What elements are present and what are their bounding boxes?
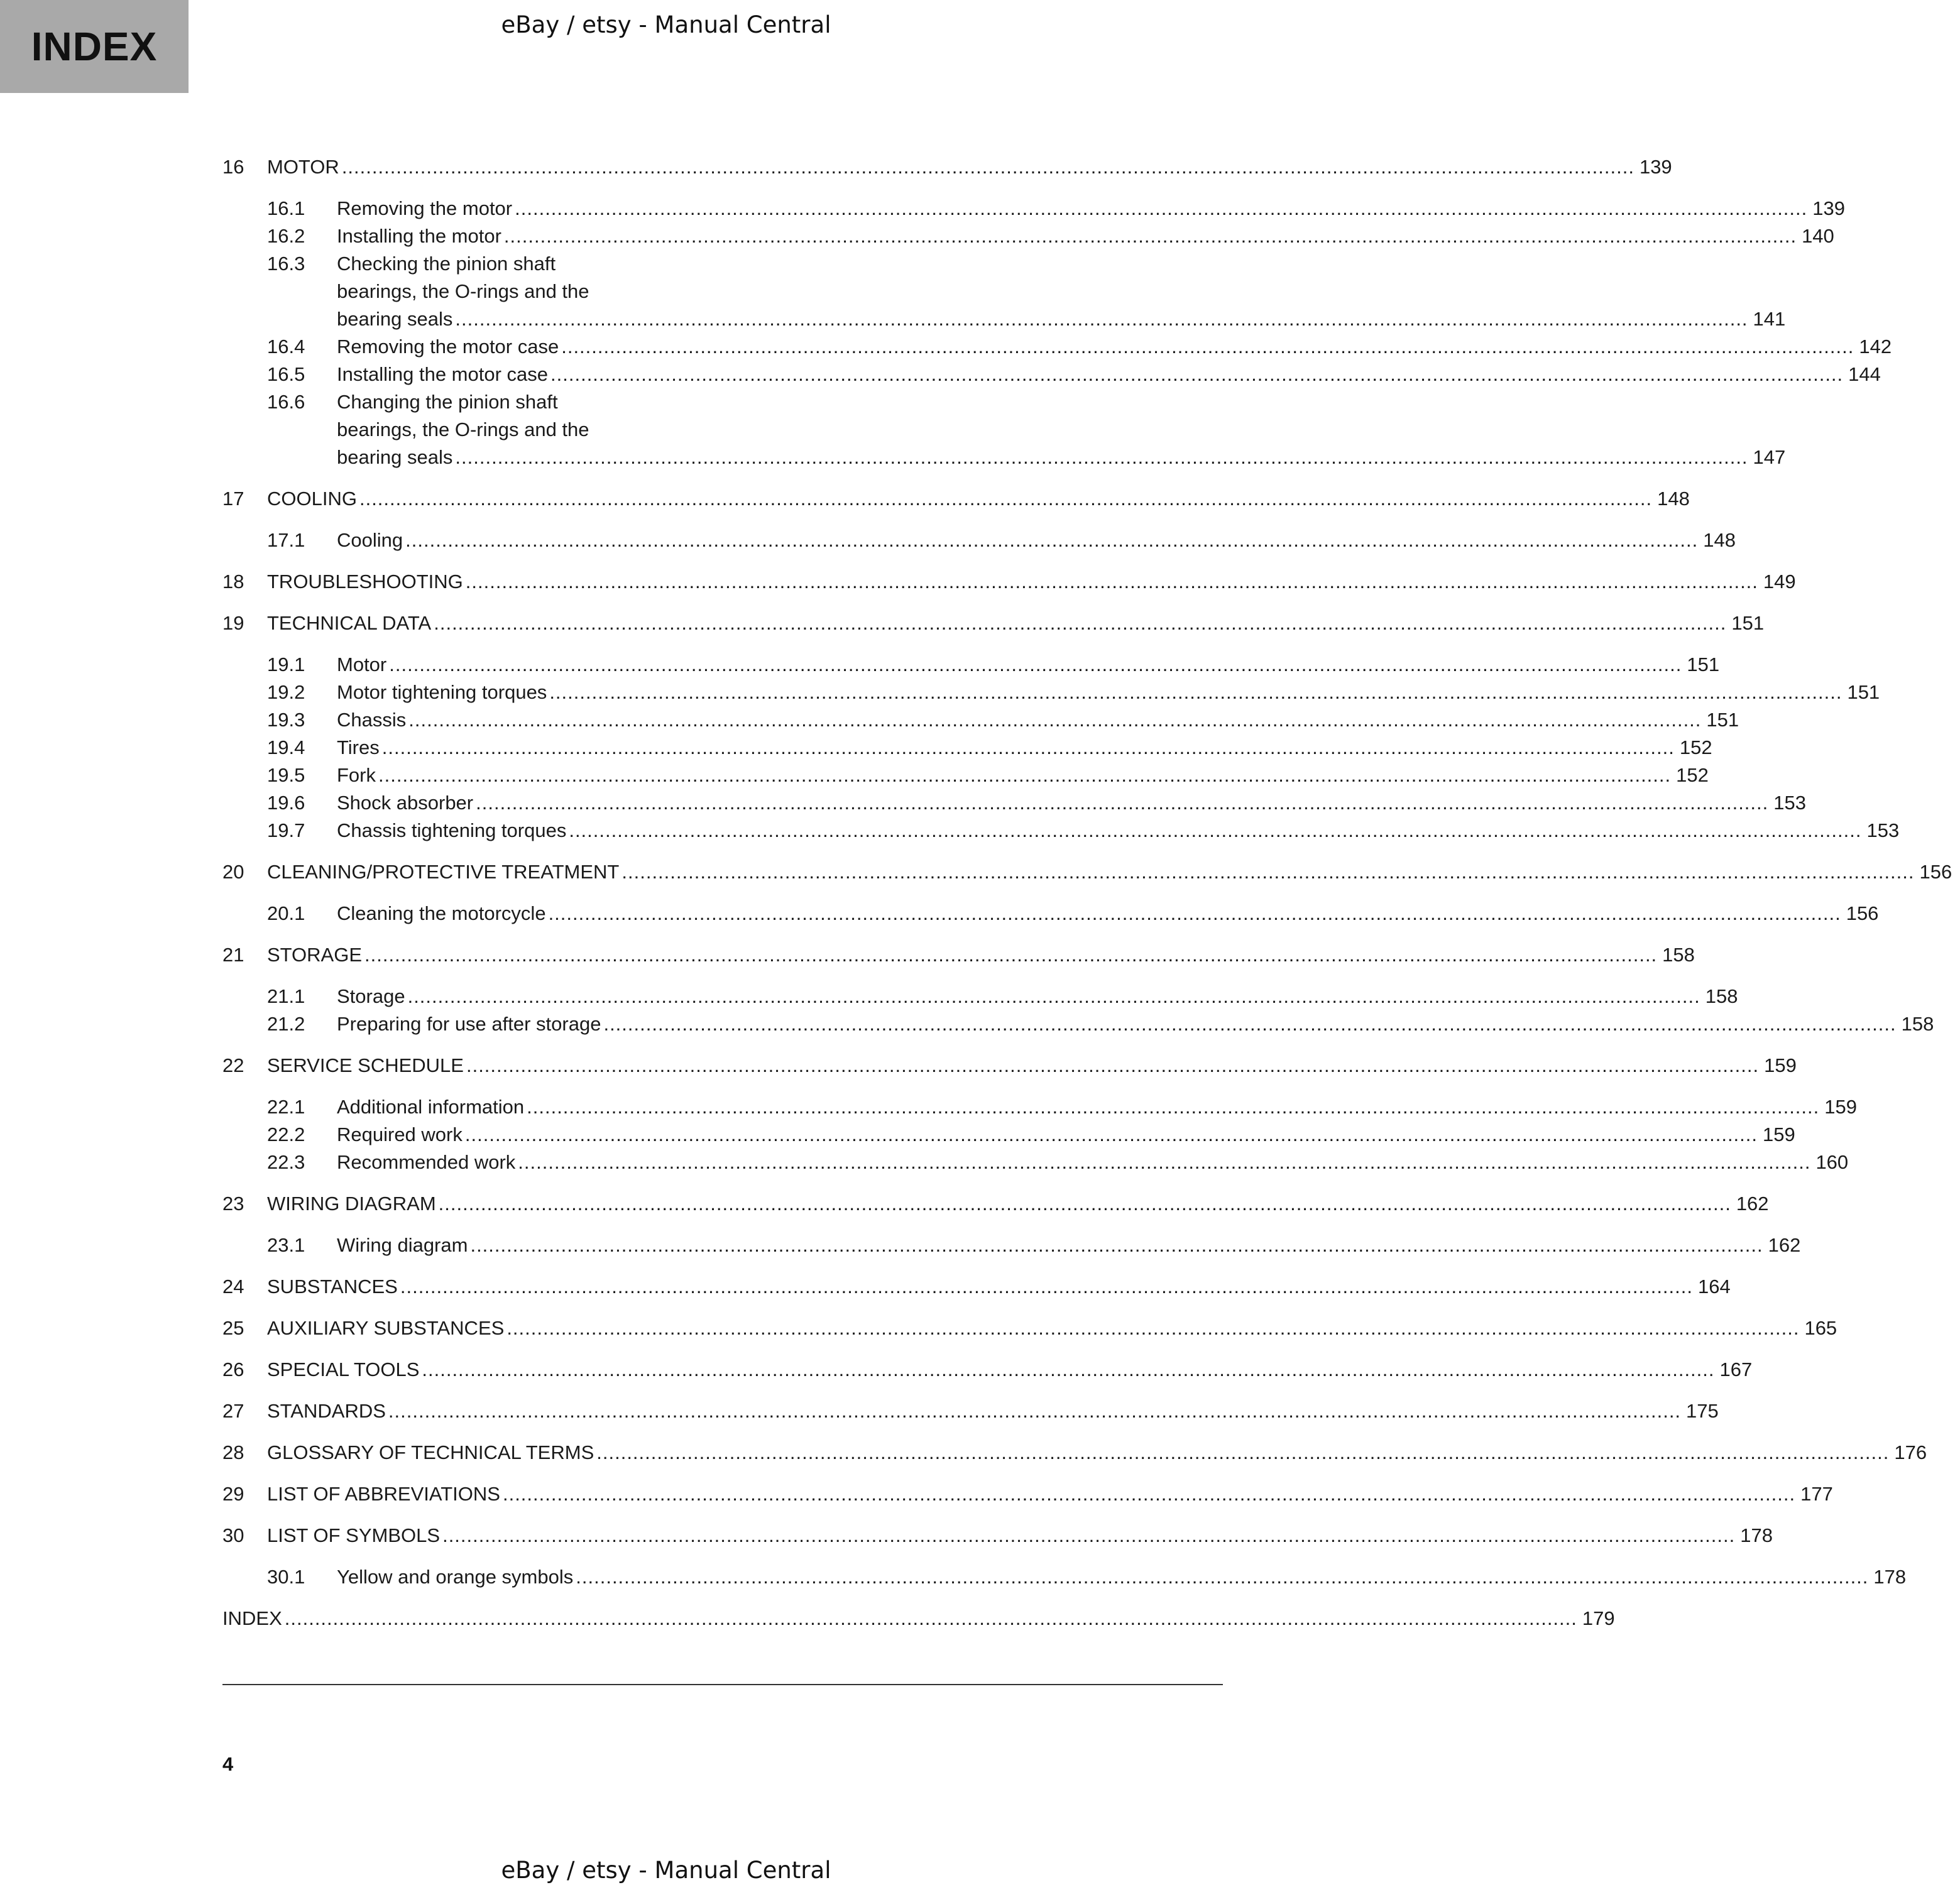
chapter-page: 167 bbox=[1719, 1358, 1753, 1380]
leader-dots bbox=[561, 333, 1854, 361]
subsection-page: 153 bbox=[1773, 792, 1806, 814]
subsection-title: Required work bbox=[337, 1123, 463, 1145]
leader-dots bbox=[455, 444, 1748, 471]
subsection-title: Cleaning the motorcycle bbox=[337, 902, 546, 924]
chapter-number: 23 bbox=[222, 1193, 244, 1215]
toc-subsection[interactable] bbox=[222, 250, 1786, 333]
toc-subsection[interactable] bbox=[222, 1010, 1934, 1038]
toc-subsection[interactable] bbox=[222, 817, 1900, 844]
subsection-number: 16.5 bbox=[267, 363, 305, 385]
toc-chapter[interactable] bbox=[222, 1273, 1731, 1301]
subsection-list bbox=[222, 983, 1934, 1038]
subsection-page: 151 bbox=[1687, 653, 1720, 675]
subsection-page: 158 bbox=[1705, 985, 1738, 1007]
subsection-title: Chassis tightening torques bbox=[337, 819, 567, 841]
subsection-page: 152 bbox=[1676, 764, 1709, 786]
chapter-title: LIST OF ABBREVIATIONS bbox=[267, 1483, 500, 1505]
subsection-list bbox=[222, 651, 1900, 844]
subsection-page: 147 bbox=[1753, 446, 1786, 468]
subsection-page: 152 bbox=[1679, 736, 1712, 758]
subsection-title: Cooling bbox=[337, 529, 403, 551]
leader-dots bbox=[422, 1356, 1714, 1384]
chapter-number: 21 bbox=[222, 944, 244, 966]
chapter-title: TROUBLESHOOTING bbox=[267, 571, 463, 593]
leader-dots bbox=[518, 1149, 1810, 1176]
subsection-number: 16.1 bbox=[267, 197, 305, 219]
subsection-list bbox=[222, 900, 1879, 927]
subsection-title: Installing the motor case bbox=[337, 363, 549, 385]
toc-chapter[interactable] bbox=[222, 1397, 1719, 1425]
subsection-title-line: bearings, the O-rings and the bbox=[337, 418, 589, 440]
leader-dots bbox=[285, 1605, 1577, 1632]
subsection-page: 159 bbox=[1824, 1096, 1857, 1118]
toc-chapter[interactable] bbox=[222, 1052, 1797, 1079]
leader-dots bbox=[515, 195, 1807, 222]
toc-chapter[interactable] bbox=[222, 153, 1672, 181]
chapter-page: 176 bbox=[1894, 1441, 1927, 1463]
chapter-title: INDEX bbox=[222, 1607, 282, 1629]
chapter-number: 25 bbox=[222, 1317, 244, 1339]
leader-dots bbox=[549, 900, 1841, 927]
subsection-number: 21.1 bbox=[267, 985, 305, 1007]
toc-chapter[interactable] bbox=[222, 1439, 1927, 1467]
chapter-title: SERVICE SCHEDULE bbox=[267, 1054, 464, 1076]
chapter-number: 17 bbox=[222, 488, 244, 510]
subsection-number: 19.4 bbox=[267, 736, 305, 758]
subsection-page: 151 bbox=[1847, 681, 1880, 703]
chapter-page: 158 bbox=[1662, 944, 1695, 966]
subsection-number: 20.1 bbox=[267, 902, 305, 924]
subsection-page: 160 bbox=[1815, 1151, 1849, 1173]
chapter-number: 30 bbox=[222, 1524, 244, 1546]
subsection-title: Yellow and orange symbols bbox=[337, 1566, 574, 1588]
subsection-list bbox=[222, 1232, 1801, 1259]
subsection-page: 178 bbox=[1873, 1566, 1907, 1588]
toc-subsection[interactable] bbox=[222, 1121, 1795, 1149]
toc-subsection[interactable] bbox=[222, 333, 1892, 361]
chapter-title: SUBSTANCES bbox=[267, 1276, 398, 1298]
leader-dots bbox=[465, 1121, 1758, 1149]
leader-dots bbox=[382, 734, 1675, 762]
toc-subsection[interactable] bbox=[222, 734, 1712, 762]
subsection-number: 19.7 bbox=[267, 819, 305, 841]
toc-chapter[interactable] bbox=[222, 1356, 1753, 1384]
table-of-contents bbox=[222, 153, 1952, 1632]
toc-chapter[interactable] bbox=[222, 485, 1690, 513]
chapter-page: 159 bbox=[1764, 1054, 1797, 1076]
leader-dots bbox=[359, 485, 1652, 513]
leader-dots bbox=[400, 1273, 1693, 1301]
chapter-number: 29 bbox=[222, 1483, 244, 1505]
toc-subsection[interactable] bbox=[222, 388, 1786, 471]
subsection-title: Motor bbox=[337, 653, 387, 675]
leader-dots bbox=[466, 1052, 1759, 1079]
leader-dots bbox=[549, 679, 1842, 706]
toc-chapter[interactable] bbox=[222, 568, 1796, 596]
subsection-title: bearing seals bbox=[337, 446, 453, 468]
leader-dots bbox=[527, 1093, 1819, 1121]
leader-dots bbox=[439, 1190, 1731, 1218]
subsection-number: 19.1 bbox=[267, 653, 305, 675]
toc-subsection[interactable] bbox=[222, 1149, 1849, 1176]
chapter-number: 22 bbox=[222, 1054, 244, 1076]
chapter-title: LIST OF SYMBOLS bbox=[267, 1524, 441, 1546]
leader-dots bbox=[455, 305, 1748, 333]
chapter-title: WIRING DIAGRAM bbox=[267, 1193, 436, 1215]
leader-dots bbox=[550, 361, 1843, 388]
subsection-list bbox=[222, 527, 1736, 554]
subsection-title: Wiring diagram bbox=[337, 1234, 468, 1256]
leader-dots bbox=[470, 1232, 1763, 1259]
chapter-page: 162 bbox=[1736, 1193, 1769, 1215]
chapter-page: 149 bbox=[1763, 571, 1796, 593]
subsection-title: bearing seals bbox=[337, 308, 453, 330]
subsection-title-line: Changing the pinion shaft bbox=[337, 391, 558, 413]
chapter-page: 148 bbox=[1657, 488, 1690, 510]
subsection-title: Additional information bbox=[337, 1096, 525, 1118]
subsection-title: Removing the motor case bbox=[337, 336, 559, 358]
subsection-title: Storage bbox=[337, 985, 405, 1007]
chapter-page: 139 bbox=[1639, 156, 1672, 178]
subsection-title-line: Checking the pinion shaft bbox=[337, 253, 556, 275]
leader-dots bbox=[364, 941, 1657, 969]
chapter-title: AUXILIARY SUBSTANCES bbox=[267, 1317, 505, 1339]
subsection-number: 30.1 bbox=[267, 1566, 305, 1588]
subsection-number: 16.6 bbox=[267, 391, 305, 413]
chapter-number: 28 bbox=[222, 1441, 244, 1463]
subsection-title-line: bearings, the O-rings and the bbox=[337, 280, 589, 302]
chapter-page: 178 bbox=[1740, 1524, 1773, 1546]
chapter-page: 151 bbox=[1731, 612, 1765, 634]
leader-dots bbox=[576, 1563, 1868, 1591]
leader-dots bbox=[378, 762, 1671, 789]
toc-chapter[interactable] bbox=[222, 941, 1695, 969]
subsection-title: Shock absorber bbox=[337, 792, 474, 814]
subsection-title: Preparing for use after storage bbox=[337, 1013, 601, 1035]
leader-dots bbox=[442, 1522, 1735, 1549]
leader-dots bbox=[506, 1314, 1799, 1342]
toc-subsection[interactable] bbox=[222, 222, 1834, 250]
subsection-page: 151 bbox=[1706, 709, 1739, 731]
chapter-number: 24 bbox=[222, 1276, 244, 1298]
toc-subsection[interactable] bbox=[222, 527, 1736, 554]
toc-chapter[interactable] bbox=[222, 1314, 1837, 1342]
chapter-title: STANDARDS bbox=[267, 1400, 386, 1422]
subsection-list bbox=[222, 1093, 1857, 1176]
leader-dots bbox=[389, 651, 1682, 679]
subsection-page: 158 bbox=[1901, 1013, 1934, 1035]
subsection-list bbox=[222, 195, 1892, 471]
toc-subsection[interactable] bbox=[222, 1093, 1857, 1121]
chapter-number: 18 bbox=[222, 571, 244, 593]
toc-subsection[interactable] bbox=[222, 706, 1739, 734]
subsection-number: 16.3 bbox=[267, 253, 305, 275]
subsection-page: 142 bbox=[1859, 336, 1892, 358]
subsection-title: Recommended work bbox=[337, 1151, 516, 1173]
subsection-title: Fork bbox=[337, 764, 376, 786]
leader-dots bbox=[388, 1397, 1681, 1425]
subsection-page: 148 bbox=[1703, 529, 1736, 551]
subsection-number: 19.6 bbox=[267, 792, 305, 814]
subsection-number: 19.5 bbox=[267, 764, 305, 786]
chapter-number: 16 bbox=[222, 156, 244, 178]
leader-dots bbox=[466, 568, 1758, 596]
toc-subsection[interactable] bbox=[222, 679, 1880, 706]
subsection-page: 139 bbox=[1812, 197, 1845, 219]
subsection-page: 156 bbox=[1846, 902, 1879, 924]
chapter-number: 19 bbox=[222, 612, 244, 634]
chapter-number: 27 bbox=[222, 1400, 244, 1422]
subsection-page: 153 bbox=[1866, 819, 1900, 841]
chapter-title: TECHNICAL DATA bbox=[267, 612, 432, 634]
subsection-number: 19.3 bbox=[267, 709, 305, 731]
page-number: 4 bbox=[222, 1753, 234, 1775]
chapter-page: 165 bbox=[1804, 1317, 1837, 1339]
subsection-title: Tires bbox=[337, 736, 380, 758]
toc-subsection[interactable] bbox=[222, 1563, 1907, 1591]
index-tab-label: INDEX bbox=[31, 24, 158, 69]
chapter-page: 164 bbox=[1698, 1276, 1731, 1298]
leader-dots bbox=[476, 789, 1768, 817]
toc-subsection[interactable] bbox=[222, 195, 1845, 222]
subsection-number: 22.2 bbox=[267, 1123, 305, 1145]
leader-dots bbox=[342, 153, 1634, 181]
leader-dots bbox=[569, 817, 1861, 844]
chapter-title: STORAGE bbox=[267, 944, 363, 966]
toc-chapter[interactable] bbox=[222, 858, 1952, 886]
toc-chapter[interactable] bbox=[222, 1522, 1773, 1549]
subsection-page: 140 bbox=[1802, 225, 1834, 247]
chapter-page: 179 bbox=[1582, 1607, 1615, 1629]
leader-dots bbox=[621, 858, 1914, 886]
toc-subsection[interactable] bbox=[222, 361, 1881, 388]
chapter-number: 26 bbox=[222, 1358, 244, 1380]
watermark-top: eBay / etsy - Manual Central bbox=[501, 11, 831, 38]
subsection-title: Chassis bbox=[337, 709, 407, 731]
toc-subsection[interactable] bbox=[222, 789, 1806, 817]
chapter-page: 156 bbox=[1919, 861, 1952, 883]
subsection-number: 22.1 bbox=[267, 1096, 305, 1118]
chapter-title: GLOSSARY OF TECHNICAL TERMS bbox=[267, 1441, 594, 1463]
toc-chapter[interactable] bbox=[222, 1190, 1769, 1218]
leader-dots bbox=[408, 983, 1700, 1010]
subsection-page: 162 bbox=[1768, 1234, 1801, 1256]
chapter-page: 175 bbox=[1686, 1400, 1719, 1422]
subsection-title: Removing the motor bbox=[337, 197, 513, 219]
toc-chapter[interactable] bbox=[222, 609, 1765, 637]
chapter-title: CLEANING/PROTECTIVE TREATMENT bbox=[267, 861, 620, 883]
toc-subsection[interactable] bbox=[222, 900, 1879, 927]
leader-dots bbox=[405, 527, 1698, 554]
leader-dots bbox=[434, 609, 1726, 637]
footer-divider bbox=[222, 1684, 1223, 1685]
toc-subsection[interactable] bbox=[222, 762, 1709, 789]
subsection-list bbox=[222, 1563, 1907, 1591]
toc-subsection[interactable] bbox=[222, 651, 1720, 679]
chapter-title: MOTOR bbox=[267, 156, 339, 178]
subsection-title: Motor tightening torques bbox=[337, 681, 547, 703]
chapter-title: COOLING bbox=[267, 488, 357, 510]
leader-dots bbox=[603, 1010, 1896, 1038]
leader-dots bbox=[408, 706, 1701, 734]
toc-chapter[interactable] bbox=[222, 1480, 1833, 1508]
toc-chapter[interactable] bbox=[222, 1605, 1615, 1632]
toc-subsection[interactable] bbox=[222, 1232, 1801, 1259]
subsection-number: 22.3 bbox=[267, 1151, 305, 1173]
subsection-number: 16.4 bbox=[267, 336, 305, 358]
leader-dots bbox=[596, 1439, 1889, 1467]
chapter-number: 20 bbox=[222, 861, 244, 883]
subsection-number: 23.1 bbox=[267, 1234, 305, 1256]
toc-subsection[interactable] bbox=[222, 983, 1738, 1010]
subsection-page: 159 bbox=[1763, 1123, 1795, 1145]
subsection-number: 19.2 bbox=[267, 681, 305, 703]
subsection-page: 141 bbox=[1753, 308, 1786, 330]
watermark-bottom: eBay / etsy - Manual Central bbox=[501, 1857, 831, 1884]
subsection-number: 17.1 bbox=[267, 529, 305, 551]
leader-dots bbox=[504, 222, 1797, 250]
subsection-title: Installing the motor bbox=[337, 225, 501, 247]
subsection-page: 144 bbox=[1848, 363, 1881, 385]
chapter-title: SPECIAL TOOLS bbox=[267, 1358, 420, 1380]
leader-dots bbox=[503, 1480, 1795, 1508]
subsection-number: 16.2 bbox=[267, 225, 305, 247]
subsection-number: 21.2 bbox=[267, 1013, 305, 1035]
chapter-page: 177 bbox=[1800, 1483, 1833, 1505]
